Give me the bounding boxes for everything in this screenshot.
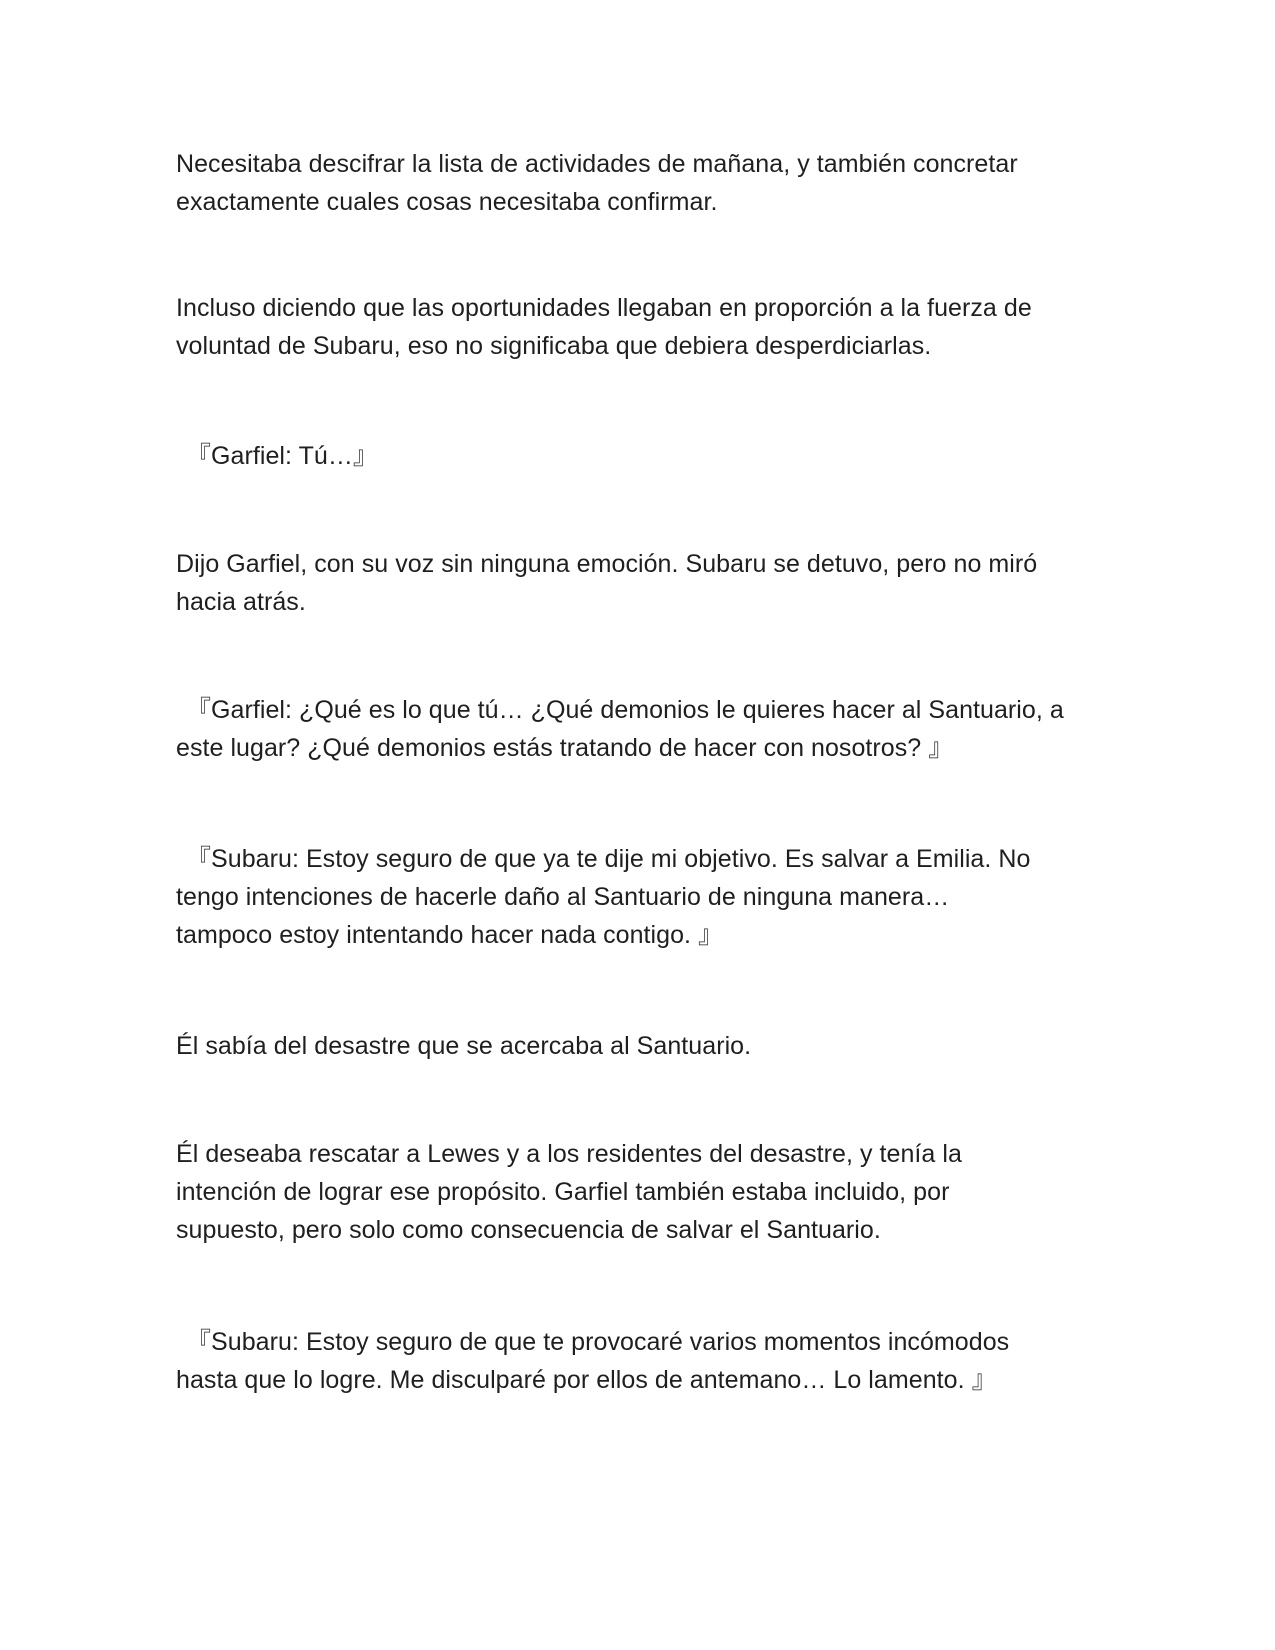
dialogue-garfiel-1	[176, 437, 1096, 475]
paragraph-4	[176, 1027, 1096, 1065]
paragraph-line: intención de lograr ese propósito. Garfiel también estaba incluido, por	[176, 1178, 950, 1206]
paragraph-line: voluntad de Subaru, eso no significaba que debiera desperdiciarlas.	[176, 332, 932, 360]
dialogue-line: 『Garfiel: Tú…』	[186, 442, 378, 470]
paragraph-line: Necesitaba descifrar la lista de actividades de mañana, y también concretar	[176, 150, 1018, 178]
dialogue-line: 『Subaru: Estoy seguro de que ya te dije mi objetivo. Es salvar a Emilia. No	[186, 845, 1031, 873]
paragraph-line: hacia atrás.	[176, 588, 306, 616]
dialogue-subaru-1	[176, 840, 1096, 954]
dialogue-line: tampoco estoy intentando hacer nada contigo. 』	[176, 921, 724, 949]
paragraph-line: Él deseaba rescatar a Lewes y a los residentes del desastre, y tenía la	[176, 1140, 962, 1168]
dialogue-line: 『Subaru: Estoy seguro de que te provocaré varios momentos incómodos	[186, 1328, 1010, 1356]
dialogue-line: 『Garfiel: ¿Qué es lo que tú… ¿Qué demonios le quieres hacer al Santuario, a	[186, 696, 1064, 724]
dialogue-subaru-2	[176, 1323, 1096, 1399]
paragraph-3	[176, 545, 1096, 621]
dialogue-garfiel-2	[176, 691, 1096, 767]
paragraph-1	[176, 145, 1096, 221]
dialogue-line: hasta que lo logre. Me disculparé por ellos de antemano… Lo lamento. 』	[176, 1366, 997, 1394]
paragraph-line: Incluso diciendo que las oportunidades llegaban en proporción a la fuerza de	[176, 294, 1032, 322]
paragraph-line: supuesto, pero solo como consecuencia de salvar el Santuario.	[176, 1216, 881, 1244]
paragraph-2	[176, 289, 1096, 365]
paragraph-5	[176, 1135, 1096, 1249]
paragraph-line: Dijo Garfiel, con su voz sin ninguna emoción. Subaru se detuvo, pero no miró	[176, 550, 1038, 578]
paragraph-line: exactamente cuales cosas necesitaba confirmar.	[176, 188, 718, 216]
paragraph-line: Él sabía del desastre que se acercaba al Santuario.	[176, 1032, 752, 1060]
dialogue-line: tengo intenciones de hacerle daño al Santuario de ninguna manera…	[176, 883, 950, 911]
dialogue-line: este lugar? ¿Qué demonios estás tratando de hacer con nosotros? 』	[176, 734, 954, 762]
